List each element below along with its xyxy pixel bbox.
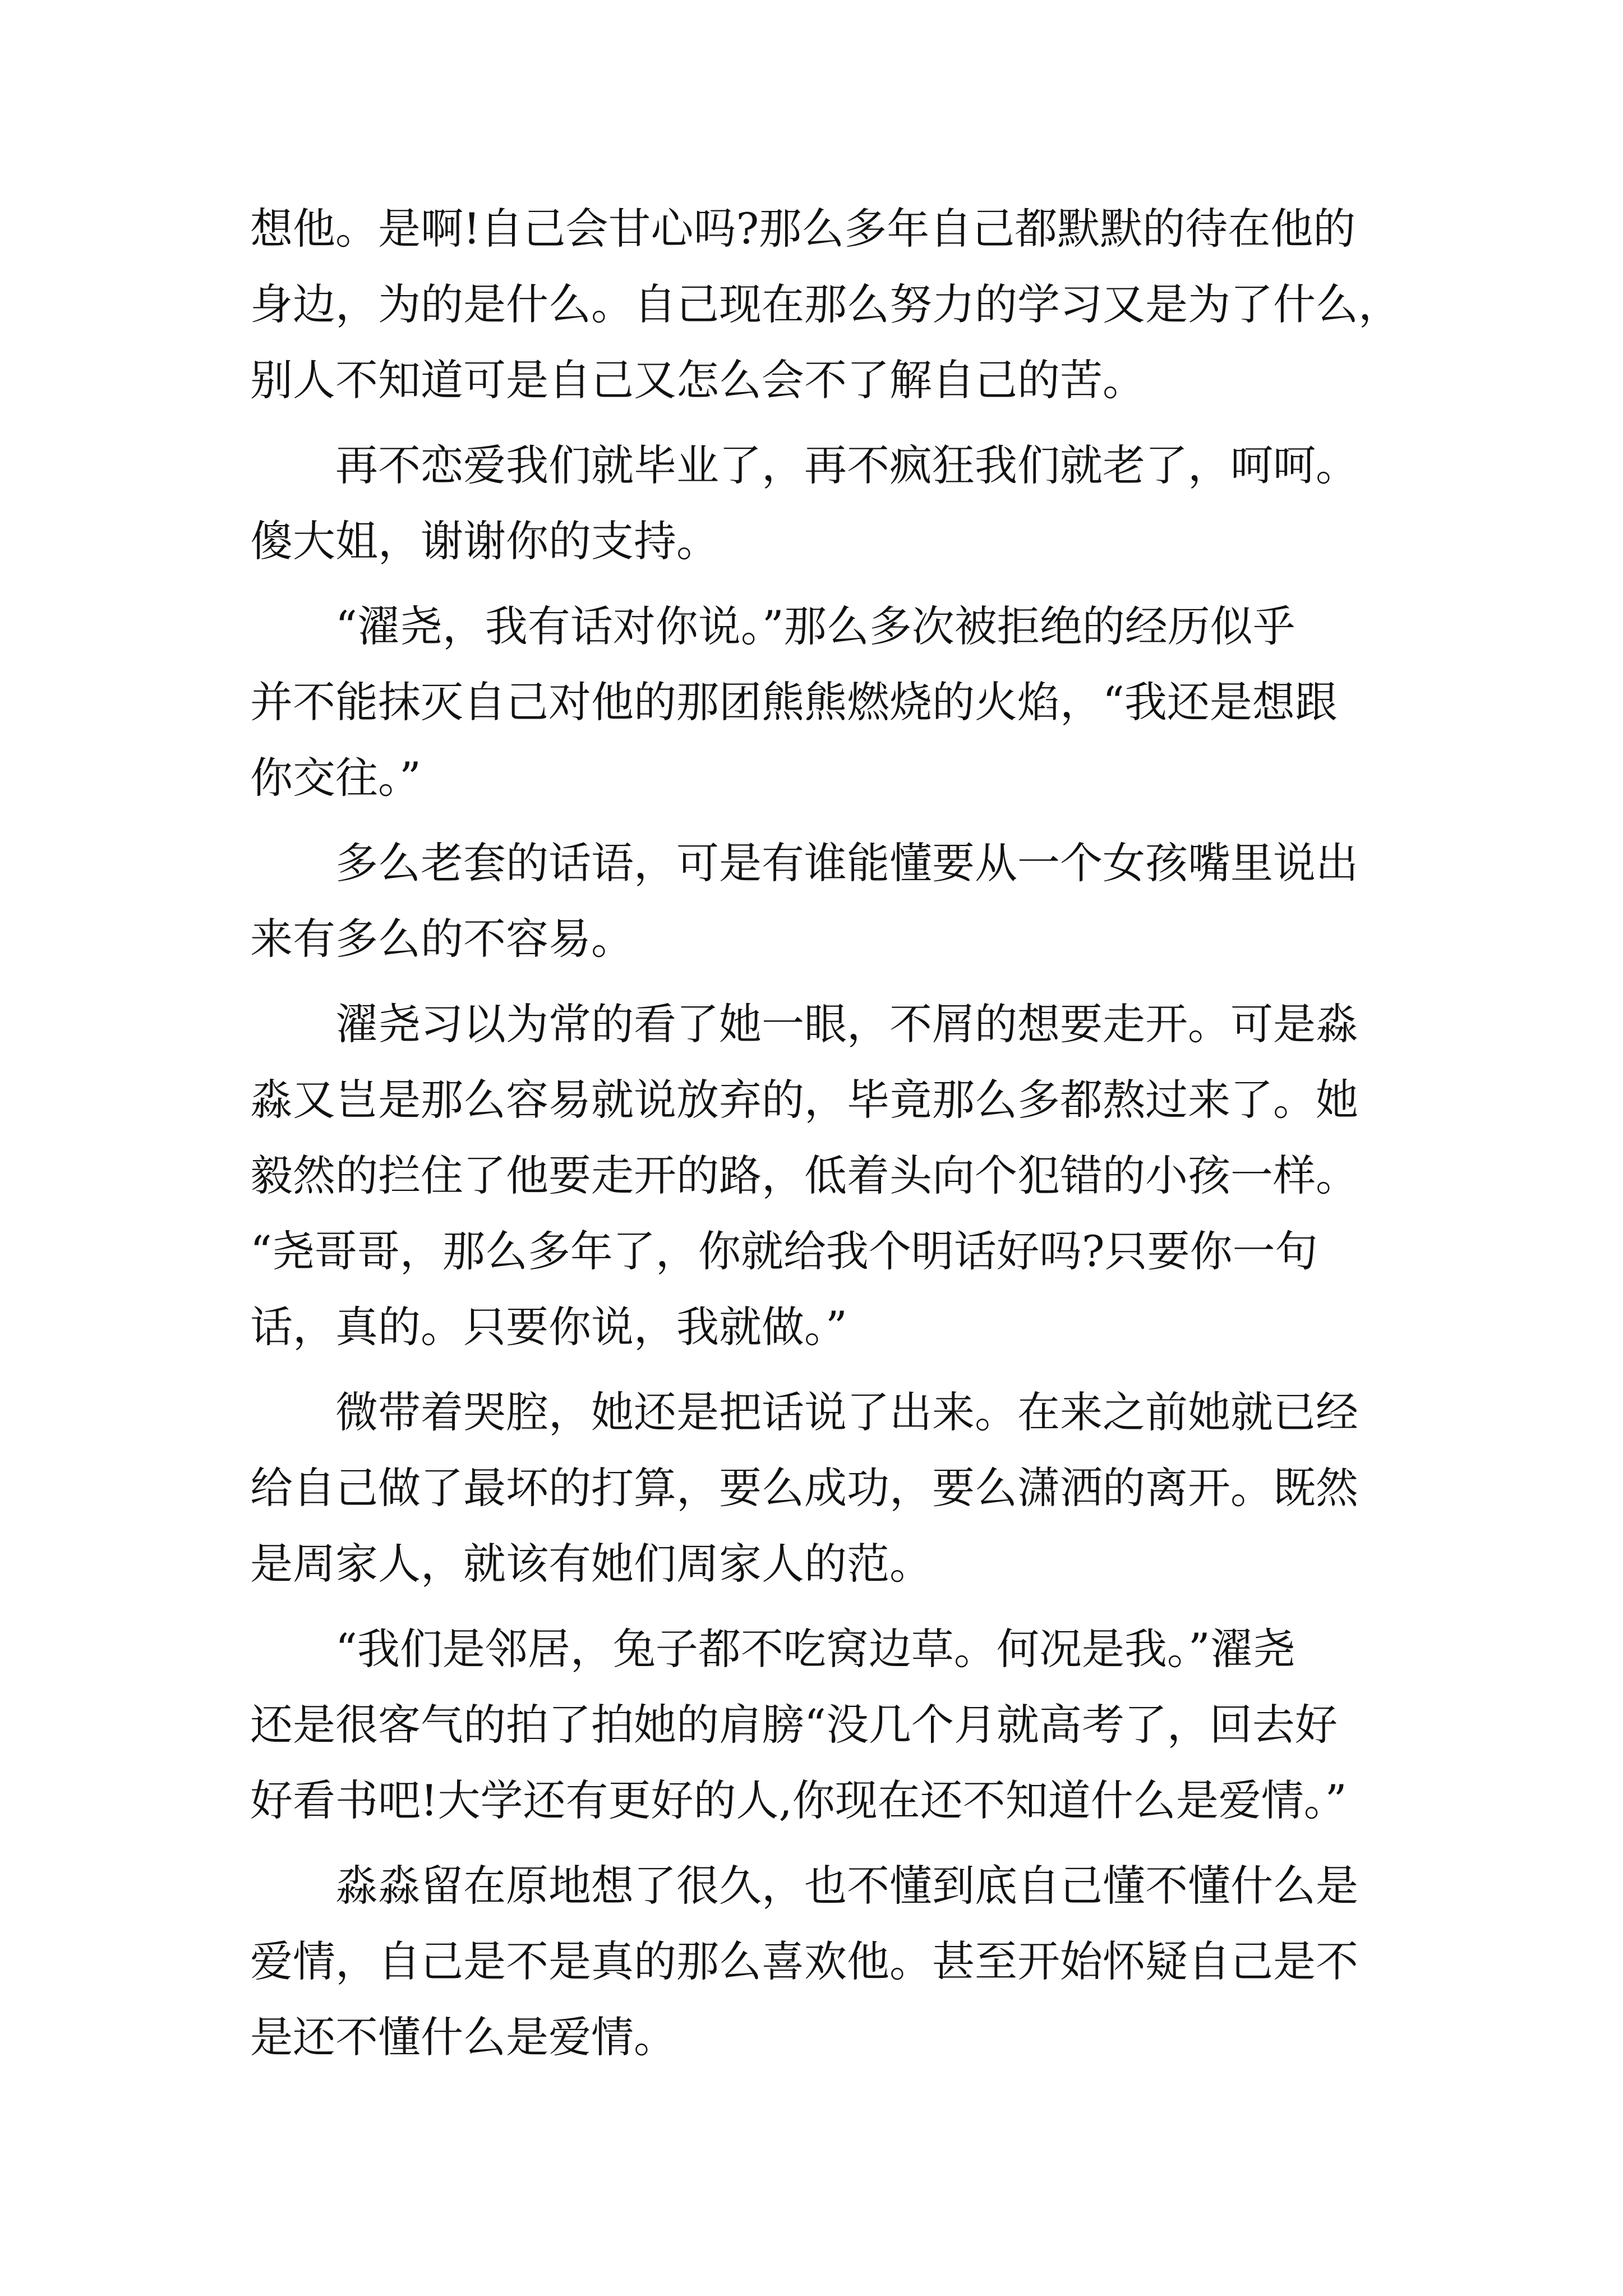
text-line: 身边，为的是什么。自己现在那么努力的学习又是为了什么， [250, 279, 1401, 329]
paragraph-5 [250, 986, 1417, 1365]
paragraph-4 [250, 825, 1417, 977]
text-line: 多么老套的话语，可是有谁能懂要从一个女孩嘴里说出 [335, 838, 1358, 888]
text-line: 是还不懂什么是爱情。 [250, 2012, 676, 2062]
text-line: “尧哥哥，那么多年了，你就给我个明话好吗?只要你一句 [250, 1226, 1318, 1276]
text-line: 淼又岂是那么容易就说放弃的，毕竟那么多都熬过来了。她 [250, 1075, 1358, 1125]
text-line: 给自己做了最坏的打算，要么成功，要么潇洒的离开。既然 [250, 1463, 1358, 1513]
text-line: “濯尧，我有话对你说。”那么多次被拒绝的经历似乎 [335, 601, 1295, 651]
paragraph-7 [250, 1611, 1417, 1838]
text-line: 来有多么的不容易。 [250, 914, 634, 964]
text-line: 是周家人，就该有她们周家人的范。 [250, 1539, 932, 1589]
text-line: 话，真的。只要你说，我就做。” [250, 1302, 847, 1352]
text-line: “我们是邻居，兔子都不吃窝边草。何况是我。”濯尧 [335, 1624, 1295, 1674]
text-line: 毅然的拦住了他要走开的路，低着头向个犯错的小孩一样。 [250, 1151, 1358, 1200]
text-line: 爱情，自己是不是真的那么喜欢他。甚至开始怀疑自己是不 [250, 1936, 1358, 1986]
paragraph-6 [250, 1374, 1417, 1602]
text-line: 还是很客气的拍了拍她的肩膀“没几个月就高考了，回去好 [250, 1700, 1338, 1750]
text-line: 并不能抹灭自己对他的那团熊熊燃烧的火焰，“我还是想跟 [250, 677, 1338, 727]
paragraph-8 [250, 1848, 1417, 2075]
paragraph-1 [250, 191, 1417, 418]
paragraph-2 [250, 427, 1417, 579]
text-line: 傻大姐，谢谢你的支持。 [250, 516, 719, 566]
paragraph-3 [250, 588, 1417, 816]
text-line: 你交往。” [250, 753, 421, 803]
text-line: 微带着哭腔，她还是把话说了出来。在来之前她就已经 [335, 1387, 1358, 1437]
text-line: 濯尧习以为常的看了她一眼，不屑的想要走开。可是淼 [335, 999, 1358, 1049]
text-line: 淼淼留在原地想了很久，也不懂到底自己懂不懂什么是 [335, 1861, 1358, 1911]
text-line: 别人不知道可是自己又怎么会不了解自己的苦。 [250, 355, 1145, 405]
document-body [250, 191, 1417, 2085]
text-line: 想他。是啊!自己会甘心吗?那么多年自己都默默的待在他的 [250, 204, 1356, 254]
text-line: 再不恋爱我们就毕业了，再不疯狂我们就老了，呵呵。 [335, 440, 1358, 490]
text-line: 好看书吧!大学还有更好的人,你现在还不知道什么是爱情。” [250, 1775, 1347, 1825]
